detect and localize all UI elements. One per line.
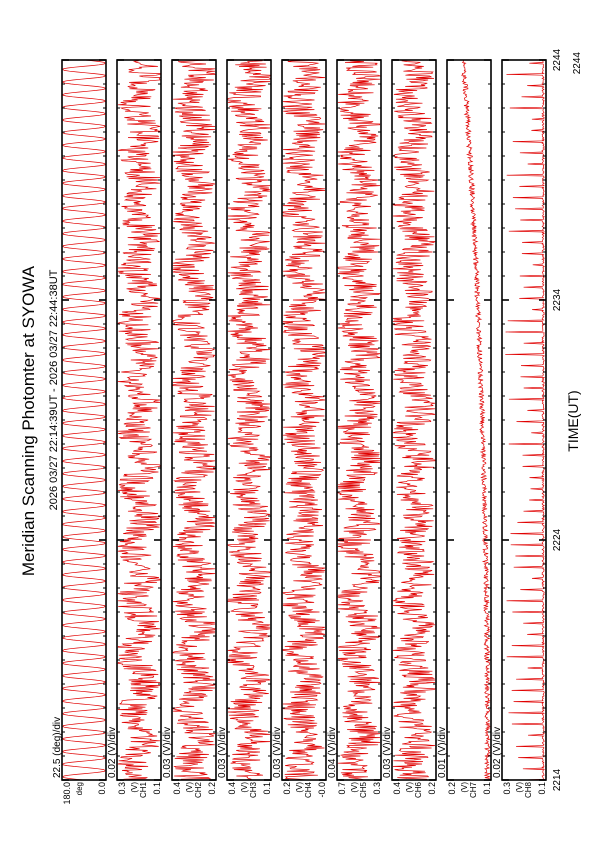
panel-1-scale: 22.5 (deg)/div <box>52 716 63 778</box>
panel-2-ylabel: CH1 <box>139 782 148 799</box>
panel-2-ylabel: (V) <box>130 782 139 793</box>
panel-4 <box>217 60 272 798</box>
panel-5-ymax: 0.2 <box>282 782 292 795</box>
panel-5-scale: 0.03 (V)/div <box>272 726 283 778</box>
panel-4-ymin: 0.1 <box>262 782 272 795</box>
panel-1 <box>52 60 107 805</box>
panel-8-ylabel: (V) <box>460 782 469 793</box>
panel-5-ymin: -0.0 <box>317 782 327 798</box>
panel-3 <box>162 60 217 798</box>
panel-5 <box>272 60 327 798</box>
panel-8-trace <box>462 60 490 780</box>
panel-5-ylabel: CH4 <box>304 782 313 799</box>
panel-9-ymin: 0.1 <box>537 782 547 795</box>
panel-8-ylabel: CH7 <box>469 782 478 799</box>
panel-7-ymax: 0.4 <box>392 782 402 795</box>
panel-2-trace <box>118 60 160 780</box>
panel-1-trace <box>63 60 105 780</box>
panel-3-ylabel: (V) <box>185 782 194 793</box>
panel-9-ymax: 0.3 <box>502 782 512 795</box>
panel-1-ylabel: deg <box>75 782 84 796</box>
end-time-label: 2244 <box>572 52 583 75</box>
panel-9-frame <box>502 60 546 780</box>
panel-8-scale: 0.01 (V)/div <box>437 726 448 778</box>
x-axis-label: TIME(UT) <box>565 390 581 452</box>
panel-7-ylabel: CH6 <box>414 782 423 799</box>
panel-3-frame <box>172 60 216 780</box>
panel-1-ymax: 180.0 <box>62 782 72 805</box>
panel-8 <box>437 60 492 798</box>
panel-2-ymin: 0.1 <box>152 782 162 795</box>
panel-7-ymin: 0.2 <box>427 782 437 795</box>
panel-4-trace <box>228 60 270 780</box>
panel-5-ylabel: (V) <box>295 782 304 793</box>
chart-title: Meridian Scanning Photomter at SYOWA <box>19 265 38 577</box>
panel-2-scale: 0.02 (V)/div <box>107 726 118 778</box>
panel-9-scale: 0.02 (V)/div <box>492 726 503 778</box>
panel-9-ylabel: CH8 <box>524 782 533 799</box>
panel-8-ymin: 0.1 <box>482 782 492 795</box>
panel-7-scale: 0.03 (V)/div <box>382 726 393 778</box>
panel-6-ylabel: (V) <box>350 782 359 793</box>
x-tick-label: 2224 <box>552 528 563 552</box>
panel-7-trace <box>393 60 435 780</box>
panel-9-trace <box>505 60 544 780</box>
x-tick-labels <box>552 48 563 791</box>
panel-5-trace <box>283 60 325 780</box>
panel-3-ymin: 0.2 <box>207 782 217 795</box>
panel-1-ymin: 0.0 <box>97 782 107 795</box>
panel-6-ymax: 0.7 <box>337 782 347 795</box>
x-tick-label: 2234 <box>552 288 563 312</box>
panel-4-ymax: 0.4 <box>227 782 237 795</box>
panel-3-trace <box>173 60 215 780</box>
panel-3-scale: 0.03 (V)/div <box>162 726 173 778</box>
panel-4-ylabel: CH3 <box>249 782 258 799</box>
panel-9-ylabel: (V) <box>515 782 524 793</box>
x-tick-label: 2244 <box>552 48 563 72</box>
panel-6-trace <box>338 60 380 780</box>
x-tick-label: 2214 <box>552 768 563 792</box>
panel-4-frame <box>227 60 271 780</box>
panel-6 <box>327 60 382 798</box>
panel-8-ymax: 0.2 <box>447 782 457 795</box>
panel-6-scale: 0.04 (V)/div <box>327 726 338 778</box>
panel-7-ylabel: (V) <box>405 782 414 793</box>
panel-6-ylabel: CH5 <box>359 782 368 799</box>
panel-6-ymin: 0.3 <box>372 782 382 795</box>
time-range-label: 2026 03/27 22:14:39UT - 2026 03/27 22:44:38UT <box>48 269 60 511</box>
panel-3-ymax: 0.4 <box>172 782 182 795</box>
panel-2 <box>107 60 162 798</box>
panel-3-ylabel: CH2 <box>194 782 203 799</box>
panel-stack <box>52 60 547 805</box>
panel-4-ylabel: (V) <box>240 782 249 793</box>
panel-2-ymax: 0.3 <box>117 782 127 795</box>
panel-4-scale: 0.03 (V)/div <box>217 726 228 778</box>
panel-9 <box>492 60 547 798</box>
panel-7 <box>382 60 437 798</box>
